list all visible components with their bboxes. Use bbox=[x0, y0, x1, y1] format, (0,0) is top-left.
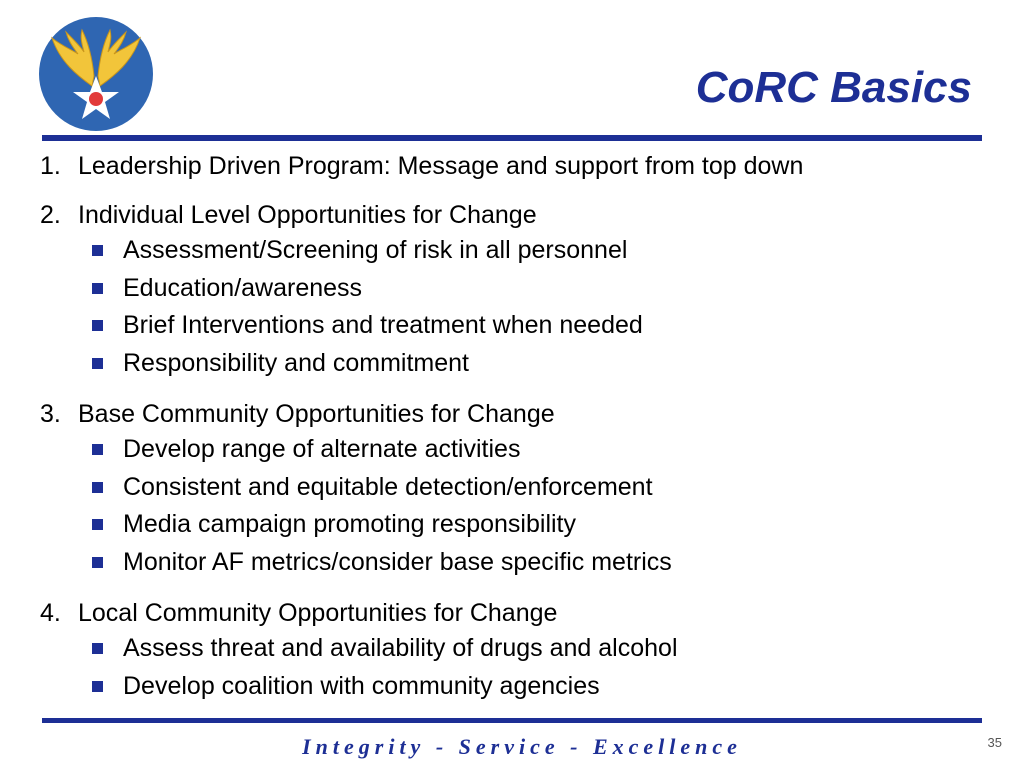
bullet-text: Monitor AF metrics/consider base specific metrics bbox=[123, 547, 672, 576]
section-1 bbox=[40, 150, 1000, 183]
bullet-item bbox=[40, 307, 1000, 345]
bullet-item bbox=[40, 544, 1000, 582]
section-heading bbox=[40, 199, 1000, 232]
bullet-item bbox=[40, 506, 1000, 544]
bullet-text: Assess threat and availability of drugs and alcohol bbox=[123, 634, 678, 663]
section-number: 1. bbox=[40, 152, 61, 180]
bullet-item bbox=[40, 469, 1000, 507]
bullet-text: Media campaign promoting responsibility bbox=[123, 510, 577, 539]
bullet-item bbox=[40, 668, 1000, 706]
section-heading-text: Local Community Opportunities for Change bbox=[78, 599, 558, 627]
bullet-item bbox=[40, 232, 1000, 270]
bullet-text: Brief Interventions and treatment when needed bbox=[123, 311, 643, 340]
section-4 bbox=[40, 597, 1000, 705]
bullet-text: Develop coalition with community agencies bbox=[123, 671, 600, 700]
square-bullet-icon bbox=[92, 681, 103, 692]
square-bullet-icon bbox=[92, 519, 103, 530]
section-heading bbox=[40, 398, 1000, 431]
top-divider bbox=[42, 135, 982, 141]
section-2 bbox=[40, 199, 1000, 382]
footer-motto: Integrity - Service - Excellence bbox=[302, 734, 742, 759]
air-force-wings-star-icon bbox=[38, 16, 154, 132]
slide-title: CoRC Basics bbox=[695, 63, 972, 112]
bullet-text: Consistent and equitable detection/enforcement bbox=[123, 472, 653, 501]
square-bullet-icon bbox=[92, 482, 103, 493]
page-number: 35 bbox=[987, 735, 1002, 750]
bottom-divider bbox=[42, 718, 982, 723]
bullet-item bbox=[40, 345, 1000, 383]
bullet-item bbox=[40, 630, 1000, 668]
bullet-text: Assessment/Screening of risk in all personnel bbox=[123, 236, 628, 265]
square-bullet-icon bbox=[92, 245, 103, 256]
section-3 bbox=[40, 398, 1000, 581]
section-number: 4. bbox=[40, 599, 61, 627]
bullet-text: Develop range of alternate activities bbox=[123, 435, 521, 464]
square-bullet-icon bbox=[92, 557, 103, 568]
bullet-item bbox=[40, 431, 1000, 469]
slide-content bbox=[40, 150, 1000, 721]
bullet-item bbox=[40, 270, 1000, 308]
section-number: 3. bbox=[40, 400, 61, 428]
section-heading bbox=[40, 150, 1000, 183]
bullet-text: Education/awareness bbox=[123, 273, 363, 302]
square-bullet-icon bbox=[92, 320, 103, 331]
section-heading bbox=[40, 597, 1000, 630]
square-bullet-icon bbox=[92, 444, 103, 455]
square-bullet-icon bbox=[92, 283, 103, 294]
section-heading-text: Base Community Opportunities for Change bbox=[78, 400, 555, 428]
square-bullet-icon bbox=[92, 358, 103, 369]
section-heading-text: Leadership Driven Program: Message and support from top down bbox=[78, 152, 804, 180]
bullet-text: Responsibility and commitment bbox=[123, 348, 469, 377]
square-bullet-icon bbox=[92, 643, 103, 654]
section-number: 2. bbox=[40, 201, 61, 229]
section-heading-text: Individual Level Opportunities for Change bbox=[78, 201, 537, 229]
